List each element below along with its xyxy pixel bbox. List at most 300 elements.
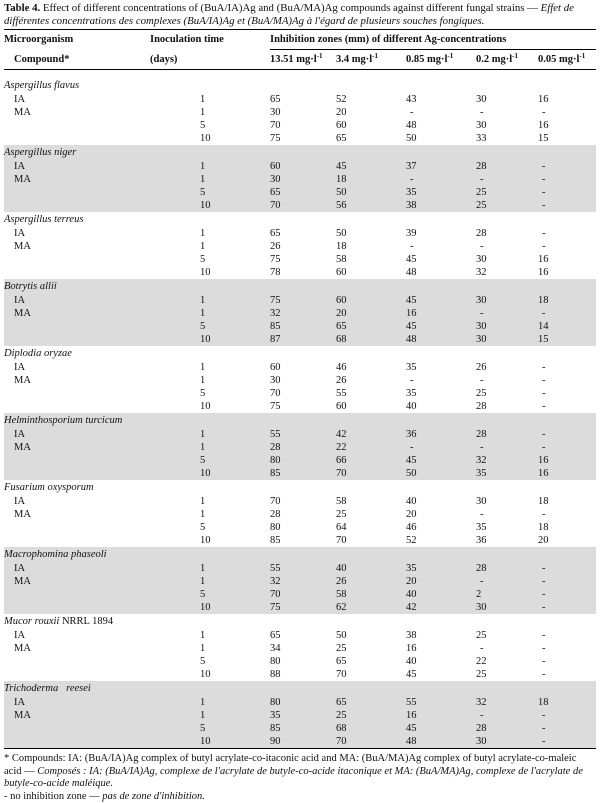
value-cell: 32 — [476, 266, 538, 279]
compound-cell: IA — [4, 294, 150, 307]
value-cell: 30 — [476, 119, 538, 132]
value-cell: 34 — [270, 642, 336, 655]
value-cell: 28 — [270, 508, 336, 521]
time-cell: 1 — [150, 160, 270, 173]
value-cell: 28 — [476, 227, 538, 240]
value-cell: 16 — [406, 642, 476, 655]
value-cell: 30 — [476, 253, 538, 266]
time-cell: 1 — [150, 575, 270, 588]
value-cell: 40 — [336, 562, 406, 575]
header-conc: 0.2 $mg\cdot l^{-1}$ — [476, 50, 538, 70]
compound-cell — [4, 333, 150, 346]
compound-cell — [4, 199, 150, 212]
table-row — [4, 642, 596, 655]
compound-cell: MA — [4, 307, 150, 320]
value-cell: - — [538, 374, 596, 387]
value-cell: - — [538, 387, 596, 400]
organism-name: Mucor rouxii NRRL 1894 — [4, 614, 596, 629]
time-cell: 10 — [150, 467, 270, 480]
compound-cell — [4, 601, 150, 614]
time-cell: 1 — [150, 629, 270, 642]
header-conc: 0.05 $mg\cdot l^{-1}$ — [538, 50, 596, 70]
compound-cell: IA — [4, 629, 150, 642]
table-row — [4, 601, 596, 614]
compound-cell: IA — [4, 160, 150, 173]
table-row — [4, 428, 596, 441]
value-cell: 48 — [406, 735, 476, 749]
value-cell: 65 — [270, 227, 336, 240]
organism-row — [4, 145, 596, 160]
compound-cell — [4, 655, 150, 668]
compound-cell: MA — [4, 173, 150, 186]
compound-cell — [4, 186, 150, 199]
value-cell: 55 — [270, 562, 336, 575]
value-cell: 40 — [406, 588, 476, 601]
value-cell: 30 — [270, 374, 336, 387]
compound-cell — [4, 534, 150, 547]
compound-cell: IA — [4, 361, 150, 374]
value-cell: - — [476, 307, 538, 320]
value-cell: 58 — [336, 495, 406, 508]
value-cell: 65 — [336, 132, 406, 145]
table-row — [4, 93, 596, 106]
value-cell: 32 — [476, 454, 538, 467]
value-cell: 80 — [270, 696, 336, 709]
organism-name: Aspergillus flavus — [4, 78, 596, 93]
table-row — [4, 199, 596, 212]
value-cell: 46 — [336, 361, 406, 374]
value-cell: 60 — [336, 294, 406, 307]
value-cell: 52 — [406, 534, 476, 547]
value-cell: 45 — [406, 668, 476, 681]
value-cell: - — [538, 588, 596, 601]
value-cell: 14 — [538, 320, 596, 333]
value-cell: 46 — [406, 521, 476, 534]
time-cell: 10 — [150, 400, 270, 413]
time-cell: 1 — [150, 106, 270, 119]
value-cell: 25 — [476, 387, 538, 400]
table-row — [4, 173, 596, 186]
compound-cell: IA — [4, 562, 150, 575]
time-cell: 10 — [150, 668, 270, 681]
value-cell: 58 — [336, 253, 406, 266]
value-cell: - — [476, 575, 538, 588]
value-cell: 32 — [270, 575, 336, 588]
value-cell: 78 — [270, 266, 336, 279]
value-cell: 45 — [406, 320, 476, 333]
value-cell: 32 — [270, 307, 336, 320]
caption-text-en: Effect of different concentrations of (BuA/IA)Ag and (BuA/MA)Ag compounds against different fungal strains — — [40, 2, 540, 14]
footnote-dash: - no inhibition zone — pas de zone d'inhibition. — [4, 791, 596, 803]
value-cell: 25 — [476, 199, 538, 212]
table-row — [4, 709, 596, 722]
value-cell: 16 — [538, 454, 596, 467]
time-cell: 10 — [150, 735, 270, 749]
value-cell: 42 — [336, 428, 406, 441]
value-cell: - — [538, 428, 596, 441]
compound-cell — [4, 467, 150, 480]
time-cell: 10 — [150, 534, 270, 547]
value-cell: 18 — [538, 495, 596, 508]
value-cell: 28 — [476, 562, 538, 575]
value-cell: 70 — [336, 668, 406, 681]
time-cell: 5 — [150, 655, 270, 668]
value-cell: 50 — [336, 629, 406, 642]
organism-row — [4, 212, 596, 227]
value-cell: 16 — [538, 467, 596, 480]
value-cell: 16 — [538, 119, 596, 132]
table-row — [4, 307, 596, 320]
caption-text-fr: Effet de différentes concentrations des complexes (BuA/IA)Ag et (BuA/MA)Ag à l'égard de plusieurs souches fongiques. — [4, 2, 574, 27]
table-row — [4, 387, 596, 400]
compound-cell: IA — [4, 428, 150, 441]
value-cell: - — [538, 508, 596, 521]
header-days: (days) — [150, 50, 270, 70]
value-cell: 75 — [270, 253, 336, 266]
table-row — [4, 655, 596, 668]
value-cell: - — [538, 173, 596, 186]
organism-name: Aspergillus niger — [4, 145, 596, 160]
value-cell: 70 — [270, 119, 336, 132]
organism-row — [4, 78, 596, 93]
value-cell: - — [538, 575, 596, 588]
value-cell: 26 — [476, 361, 538, 374]
value-cell: 16 — [406, 307, 476, 320]
header-compound: Compound* — [4, 50, 150, 70]
value-cell: 80 — [270, 655, 336, 668]
value-cell: 62 — [336, 601, 406, 614]
value-cell: 18 — [336, 173, 406, 186]
value-cell: 55 — [336, 387, 406, 400]
time-cell: 5 — [150, 320, 270, 333]
table-body — [4, 78, 596, 749]
compound-cell: MA — [4, 106, 150, 119]
compound-cell — [4, 132, 150, 145]
value-cell: 20 — [336, 307, 406, 320]
value-cell: 64 — [336, 521, 406, 534]
compound-cell: MA — [4, 508, 150, 521]
organism-row — [4, 279, 596, 294]
value-cell: 35 — [476, 467, 538, 480]
value-cell: 50 — [336, 186, 406, 199]
value-cell: 33 — [476, 132, 538, 145]
time-cell: 5 — [150, 722, 270, 735]
time-cell: 1 — [150, 642, 270, 655]
value-cell: 20 — [406, 575, 476, 588]
table-row — [4, 668, 596, 681]
value-cell: 70 — [270, 199, 336, 212]
value-cell: 88 — [270, 668, 336, 681]
value-cell: 45 — [406, 253, 476, 266]
value-cell: - — [538, 400, 596, 413]
value-cell: 75 — [270, 294, 336, 307]
compound-cell — [4, 253, 150, 266]
time-cell: 5 — [150, 454, 270, 467]
value-cell: - — [538, 441, 596, 454]
organism-row — [4, 480, 596, 495]
value-cell: - — [538, 629, 596, 642]
header-inoculation-time: Inoculation time — [150, 30, 270, 50]
value-cell: 25 — [476, 629, 538, 642]
value-cell: - — [538, 562, 596, 575]
table-row — [4, 400, 596, 413]
value-cell: 25 — [336, 508, 406, 521]
caption-label: Table 4. — [4, 2, 40, 14]
time-cell: 10 — [150, 333, 270, 346]
organism-row — [4, 614, 596, 629]
value-cell: 20 — [336, 106, 406, 119]
value-cell: - — [476, 173, 538, 186]
value-cell: 85 — [270, 534, 336, 547]
value-cell: 85 — [270, 320, 336, 333]
organism-name: Helminthosporium turcicum — [4, 413, 596, 428]
value-cell: 65 — [336, 696, 406, 709]
compound-cell: MA — [4, 709, 150, 722]
value-cell: 70 — [336, 735, 406, 749]
compound-cell — [4, 320, 150, 333]
organism-name: Trichoderma reesei — [4, 681, 596, 696]
value-cell: 20 — [538, 534, 596, 547]
organism-name: Macrophomina phaseoli — [4, 547, 596, 562]
value-cell: 39 — [406, 227, 476, 240]
value-cell: - — [406, 106, 476, 119]
table-row — [4, 467, 596, 480]
value-cell: 40 — [406, 400, 476, 413]
value-cell: - — [476, 508, 538, 521]
value-cell: 52 — [336, 93, 406, 106]
value-cell: 37 — [406, 160, 476, 173]
time-cell: 10 — [150, 132, 270, 145]
value-cell: 65 — [270, 186, 336, 199]
table-row — [4, 227, 596, 240]
time-cell: 1 — [150, 361, 270, 374]
organism-name: Aspergillus terreus — [4, 212, 596, 227]
table-row — [4, 575, 596, 588]
value-cell: 40 — [406, 495, 476, 508]
compound-cell — [4, 454, 150, 467]
value-cell: 26 — [336, 575, 406, 588]
value-cell: 28 — [476, 722, 538, 735]
header-row-1 — [4, 30, 596, 50]
table-caption — [4, 2, 596, 29]
value-cell: 50 — [336, 227, 406, 240]
header-inhibition-zones: Inhibition zones (mm) of different Ag-concentrations — [270, 30, 596, 50]
value-cell: 28 — [476, 400, 538, 413]
header-microorganism: Microorganism — [4, 30, 150, 50]
time-cell: 10 — [150, 601, 270, 614]
value-cell: - — [538, 186, 596, 199]
time-cell: 1 — [150, 495, 270, 508]
value-cell: 26 — [336, 374, 406, 387]
value-cell: - — [476, 374, 538, 387]
value-cell: - — [538, 668, 596, 681]
value-cell: - — [538, 601, 596, 614]
value-cell: 42 — [406, 601, 476, 614]
compound-cell: IA — [4, 227, 150, 240]
table-row — [4, 186, 596, 199]
value-cell: 16 — [538, 93, 596, 106]
table-row — [4, 735, 596, 749]
value-cell: 25 — [336, 709, 406, 722]
value-cell: 30 — [476, 93, 538, 106]
value-cell: 18 — [538, 696, 596, 709]
table-row — [4, 320, 596, 333]
time-cell: 10 — [150, 199, 270, 212]
organism-name: Diplodia oryzae — [4, 346, 596, 361]
value-cell: 75 — [270, 132, 336, 145]
value-cell: 60 — [270, 160, 336, 173]
time-cell: 1 — [150, 294, 270, 307]
value-cell: 22 — [336, 441, 406, 454]
table-row — [4, 160, 596, 173]
organism-name: Botrytis allii — [4, 279, 596, 294]
value-cell: 28 — [476, 428, 538, 441]
value-cell: 30 — [476, 735, 538, 749]
value-cell: - — [406, 441, 476, 454]
value-cell: 55 — [406, 696, 476, 709]
value-cell: - — [538, 240, 596, 253]
value-cell: 56 — [336, 199, 406, 212]
compound-cell — [4, 588, 150, 601]
table-row — [4, 521, 596, 534]
value-cell: - — [476, 240, 538, 253]
header-conc: 0.85 $mg\cdot l^{-1}$ — [406, 50, 476, 70]
value-cell: 18 — [538, 521, 596, 534]
table-row — [4, 534, 596, 547]
value-cell: 28 — [270, 441, 336, 454]
value-cell: 18 — [336, 240, 406, 253]
value-cell: 30 — [476, 601, 538, 614]
time-cell: 5 — [150, 588, 270, 601]
value-cell: - — [406, 173, 476, 186]
table-row — [4, 119, 596, 132]
table-row — [4, 629, 596, 642]
header-row-2 — [4, 50, 596, 70]
time-cell: 5 — [150, 521, 270, 534]
value-cell: 48 — [406, 266, 476, 279]
value-cell: 85 — [270, 467, 336, 480]
time-cell: 5 — [150, 253, 270, 266]
inhibition-table — [4, 29, 596, 749]
value-cell: 87 — [270, 333, 336, 346]
compound-cell — [4, 668, 150, 681]
value-cell: 18 — [538, 294, 596, 307]
compound-cell: MA — [4, 575, 150, 588]
value-cell: 30 — [270, 106, 336, 119]
value-cell: 75 — [270, 601, 336, 614]
compound-cell: MA — [4, 374, 150, 387]
table-row — [4, 253, 596, 266]
value-cell: 45 — [406, 722, 476, 735]
value-cell: 80 — [270, 521, 336, 534]
table-row — [4, 441, 596, 454]
organism-row — [4, 681, 596, 696]
value-cell: 60 — [336, 400, 406, 413]
table-row — [4, 333, 596, 346]
value-cell: 36 — [476, 534, 538, 547]
value-cell: 60 — [336, 266, 406, 279]
value-cell: 45 — [406, 294, 476, 307]
value-cell: 48 — [406, 119, 476, 132]
table-row — [4, 588, 596, 601]
compound-cell — [4, 722, 150, 735]
header-conc: 3.4 $mg\cdot l^{-1}$ — [336, 50, 406, 70]
value-cell: 15 — [538, 132, 596, 145]
value-cell: 30 — [476, 320, 538, 333]
value-cell: 38 — [406, 199, 476, 212]
value-cell: - — [538, 199, 596, 212]
value-cell: 65 — [270, 629, 336, 642]
value-cell: 55 — [270, 428, 336, 441]
value-cell: 48 — [406, 333, 476, 346]
value-cell: 28 — [476, 160, 538, 173]
value-cell: - — [538, 361, 596, 374]
table-row — [4, 374, 596, 387]
value-cell: 75 — [270, 400, 336, 413]
value-cell: 65 — [270, 93, 336, 106]
value-cell: 25 — [476, 668, 538, 681]
value-cell: 45 — [336, 160, 406, 173]
value-cell: 25 — [336, 642, 406, 655]
compound-cell — [4, 735, 150, 749]
value-cell: 30 — [476, 333, 538, 346]
value-cell: - — [476, 106, 538, 119]
value-cell: 25 — [476, 186, 538, 199]
value-cell: 70 — [336, 467, 406, 480]
value-cell: 16 — [538, 266, 596, 279]
time-cell: 1 — [150, 441, 270, 454]
value-cell: 40 — [406, 655, 476, 668]
value-cell: 45 — [406, 454, 476, 467]
value-cell: 35 — [476, 521, 538, 534]
value-cell: - — [406, 240, 476, 253]
table-row — [4, 240, 596, 253]
compound-cell — [4, 387, 150, 400]
value-cell: 16 — [406, 709, 476, 722]
time-cell: 1 — [150, 508, 270, 521]
compound-cell: IA — [4, 696, 150, 709]
value-cell: 30 — [270, 173, 336, 186]
time-cell: 1 — [150, 173, 270, 186]
value-cell: 22 — [476, 655, 538, 668]
time-cell: 1 — [150, 374, 270, 387]
time-cell: 10 — [150, 266, 270, 279]
value-cell: 65 — [336, 320, 406, 333]
value-cell: - — [538, 106, 596, 119]
value-cell: 70 — [270, 588, 336, 601]
value-cell: - — [476, 441, 538, 454]
value-cell: - — [476, 642, 538, 655]
compound-cell: IA — [4, 93, 150, 106]
value-cell: 20 — [406, 508, 476, 521]
value-cell: 70 — [270, 495, 336, 508]
value-cell: 65 — [336, 655, 406, 668]
value-cell: - — [538, 709, 596, 722]
value-cell: - — [538, 227, 596, 240]
value-cell: 15 — [538, 333, 596, 346]
value-cell: 16 — [538, 253, 596, 266]
table-row — [4, 495, 596, 508]
value-cell: 66 — [336, 454, 406, 467]
organism-row — [4, 346, 596, 361]
table-row — [4, 562, 596, 575]
value-cell: 85 — [270, 722, 336, 735]
time-cell: 1 — [150, 240, 270, 253]
footnote-compounds: * Compounds: IA: (BuA/IA)Ag complex of butyl acrylate-co-itaconic acid and MA: (BuA/MA)Ag complex of butyl acrylate-co-maleic acid — Composés : IA: (BuA/IA)Ag, complexe de l'acrylate de butyle-co-acide itaconique et MA: (BuA/MA)Ag, complexe de l'acrylate de butyle-co-acide maléique. — [4, 753, 596, 791]
table-page — [4, 2, 596, 803]
time-cell: 5 — [150, 119, 270, 132]
value-cell: - — [476, 709, 538, 722]
